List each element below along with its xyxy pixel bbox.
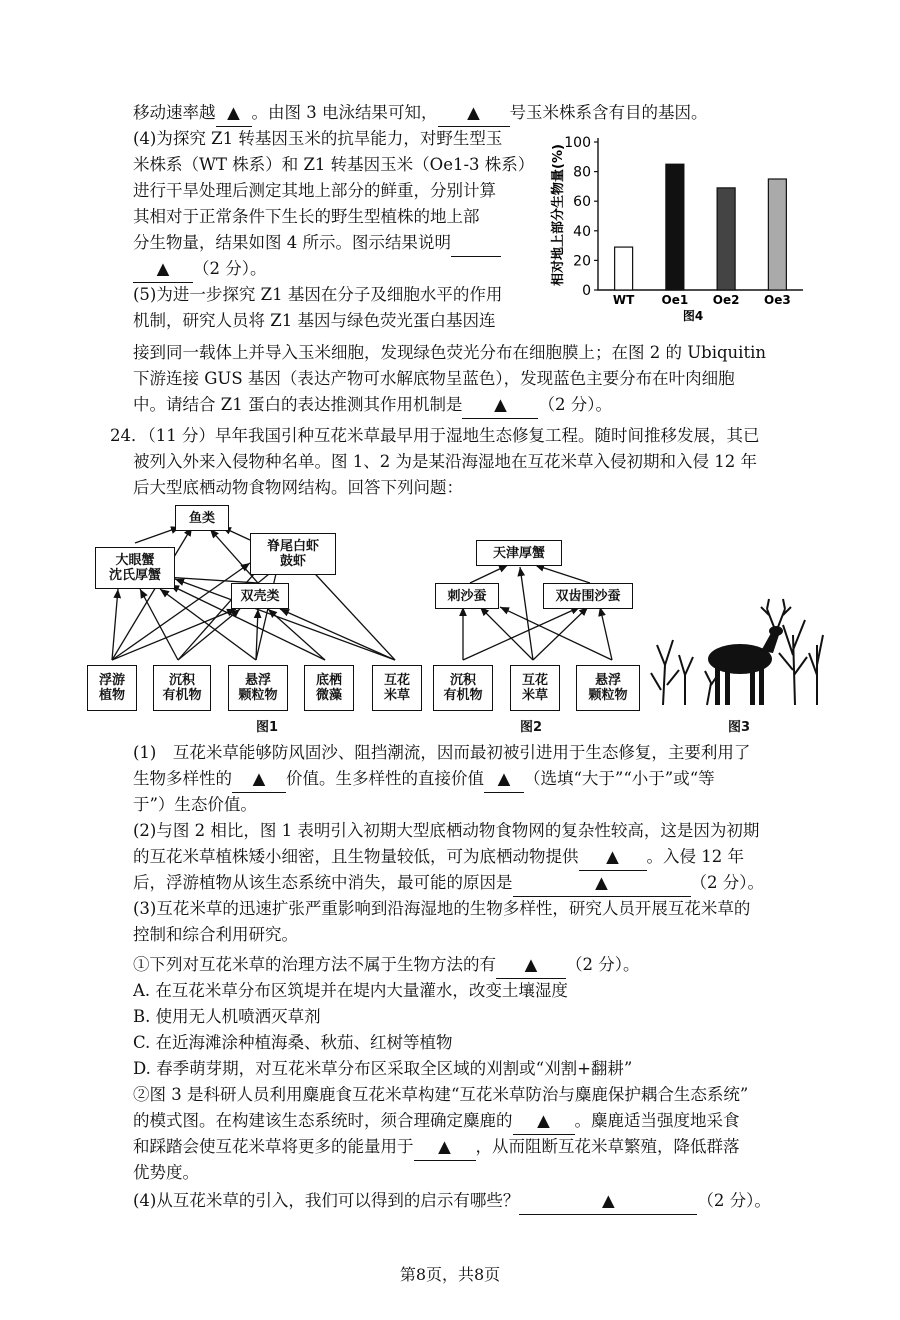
text-line: 被列入外来入侵物种名单。图 1、2 为是某沿海湿地在互花米草入侵初期和入侵 12 年 [133,452,757,471]
text-line: (4)从互花米草的引入，我们可以得到的启示有哪些？ ▲ （2 分）。 [133,1188,771,1215]
text-line: (3)互花米草的迅速扩张严重影响到沿海湿地的生物多样性，研究人员开展互花米草的 [133,899,751,918]
text-line: 机制，研究人员将 Z1 基因与绿色荧光蛋白基因连 [133,311,496,330]
text-line: 后大型底栖动物食物网结构。回答下列问题： [133,478,463,497]
text-line: (1) 互花米草能够防风固沙、阻挡潮流，因而最初被引进用于生态修复，主要利用了 [133,743,751,762]
y-tick-label: 20 [573,253,591,270]
y-tick-label: 80 [573,164,591,181]
y-tick-label: 0 [582,283,591,299]
y-tick-label: 100 [564,135,591,151]
answer-blank[interactable]: ▲ [462,392,538,419]
fig2-label: 图2 [520,720,543,735]
node-perinereis: 双齿围沙蚕 [543,583,633,609]
text-line: 其相对于正常条件下生长的野生型植株的地上部 [133,207,480,226]
text-line: 控制和综合利用研究。 [133,925,298,944]
node-plankton: 浮游 植物 [87,665,137,711]
option-d: D. 春季萌芽期，对互花米草分布区采取全区域的刈割或“刈割+翻耕” [133,1059,633,1078]
node-bivalve: 双壳类 [231,583,289,609]
answer-blank[interactable]: ▲ [513,1108,575,1135]
bar-oe3 [768,179,786,290]
node-suspended: 悬浮 颗粒物 [228,665,288,711]
x-tick-label: Oe3 [764,293,791,307]
answer-blank[interactable]: ▲ [438,100,510,127]
text-line: (5)为进一步探究 Z1 基因在分子及细胞水平的作用 [133,285,503,304]
answer-blank[interactable]: ▲ [133,256,193,283]
text-line: ▲ （2 分）。 [133,256,267,283]
text-line: 于”）生态价值。 [133,795,257,814]
answer-blank[interactable]: ▲ [579,844,647,871]
bar-chart-fig4 [548,130,818,330]
chart-ylabel: 相对地上部分生物量(%) [551,144,566,286]
text-line: ②图 3 是科研人员利用麋鹿食互花米草构建“互花米草防治与麋鹿保护耦合生态系统” [133,1085,749,1104]
text-line: 优势度。 [133,1163,199,1182]
text-line: 米株系（WT 株系）和 Z1 转基因玉米（Oe1-3 株系） [133,155,535,174]
bar-wt [615,247,633,290]
node-nereis: 刺沙蚕 [435,583,499,609]
answer-blank[interactable]: ▲ [513,870,691,897]
x-tick-label: Oe1 [661,293,689,307]
node-sediment-2: 沉积 有机物 [433,665,493,711]
chart-title: 图4 [682,309,704,323]
option-a: A. 在互花米草分布区筑堤并在堤内大量灌水，改变土壤湿度 [133,981,568,1000]
node-shrimp: 脊尾白虾 鼓虾 [250,533,336,575]
answer-blank[interactable]: ▲ [414,1134,476,1161]
node-spartina-2: 互花 米草 [510,665,560,711]
answer-blank[interactable]: ▲ [232,766,286,793]
bar-oe1 [666,164,684,290]
option-b: B. 使用无人机喷洒灭草剂 [133,1007,321,1026]
node-tianjin-crab: 天津厚蟹 [476,540,562,566]
fig1-label: 图1 [256,720,279,735]
option-c: C. 在近海滩涂种植海桑、秋茄、红树等植物 [133,1033,453,1052]
node-spartina: 互花 米草 [372,665,422,711]
text-line: ①下列对互花米草的治理方法不属于生物方法的有 ▲ （2 分）。 [133,952,640,979]
text-line: 后，浮游植物从该生态系统中消失，最可能的原因是 ▲ （2 分）。 [133,870,764,897]
text-line: 接到同一载体上并导入玉米细胞，发现绿色荧光分布在细胞膜上；在图 2 的 Ubiquitin [133,343,766,362]
text-line: (2)与图 2 相比，图 1 表明引入初期大型底栖动物食物网的复杂性较高，这是因为初期 [133,821,760,840]
bar-oe2 [717,188,735,290]
text-line: 进行干旱处理后测定其地上部分的鲜重，分别计算 [133,181,496,200]
text-line: 的互花米草植株矮小细密，且生物量较低，可为底栖动物提供 ▲ 。入侵 12 年 [133,844,744,871]
text-line: (4)为探究 Z1 转基因玉米的抗旱能力，对野生型玉 [133,129,503,148]
node-sediment: 沉积 有机物 [153,665,211,711]
node-suspended-2: 悬浮 颗粒物 [576,665,640,711]
fig3-label: 图3 [728,720,751,735]
x-tick-label: WT [612,293,635,307]
x-tick-label: Oe2 [712,293,740,307]
text-line: 移动速率越 ▲ 。由图 3 电泳结果可知， ▲ 号玉米株系含有目的基因。 [133,100,708,127]
answer-blank[interactable] [451,230,501,257]
deer-illustration [645,595,825,715]
node-crab: 大眼蟹 沈氏厚蟹 [95,547,175,589]
text-line: 中。请结合 Z1 蛋白的表达推测其作用机制是 ▲ （2 分）。 [133,392,612,419]
y-tick-label: 60 [573,194,591,211]
text-line: 和踩踏会使互花米草将更多的能量用于 ▲ ，从而阻断互花米草繁殖，降低群落 [133,1134,740,1161]
answer-blank[interactable]: ▲ [484,766,524,793]
node-algae: 底栖 微藻 [304,665,354,711]
answer-blank[interactable]: ▲ [519,1188,697,1215]
text-line: 下游连接 GUS 基因（表达产物可水解底物呈蓝色），发现蓝色主要分布在叶肉细胞 [133,369,735,388]
page-footer: 第8页，共8页 [399,1265,501,1284]
text-line: 分生物量，结果如图 4 所示。图示结果说明 [133,230,501,257]
answer-blank[interactable]: ▲ [496,952,566,979]
node-fish: 鱼类 [175,505,229,531]
answer-blank[interactable]: ▲ [216,100,252,127]
text-line: 的模式图。在构建该生态系统时，须合理确定麋鹿的 ▲ 。麋鹿适当强度地采食 [133,1108,740,1135]
question-24-heading: 24．（11 分）早年我国引种互花米草最早用于湿地生态修复工程。随时间推移发展，其已 [110,426,760,445]
y-tick-label: 40 [573,223,591,240]
text-line: 生物多样性的 ▲ 价值。生多样性的直接价值 ▲ （选填“大于”“小于”或“等 [133,766,715,793]
